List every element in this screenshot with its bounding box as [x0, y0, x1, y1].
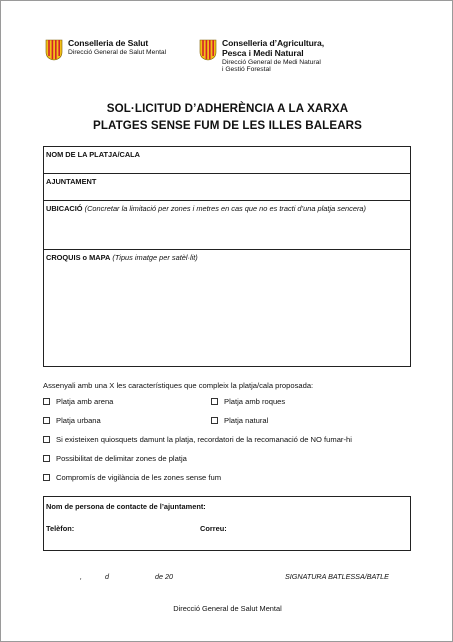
agricultura-logo-sub-1: Direcció General de Medi Natural — [222, 58, 321, 66]
agricultura-logo-name-2: Pesca i Medi Natural — [222, 47, 304, 58]
location-field[interactable] — [44, 201, 410, 250]
option-delimitar[interactable] — [43, 454, 187, 463]
beach-name-label: NOM DE LA PLATJA/CALA — [46, 150, 141, 159]
beach-name-field[interactable] — [44, 147, 410, 174]
option-urbana[interactable] — [43, 416, 101, 425]
agricultura-logo — [199, 39, 324, 74]
option-vigilancia-label: Compromís de vigilància de les zones sense fum — [56, 473, 222, 482]
checkbox[interactable] — [211, 398, 218, 405]
document-title-line1: SOL·LICITUD D’ADHERÈNCIA A LA XARXA — [106, 102, 349, 115]
option-roques[interactable] — [211, 397, 285, 406]
salut-logo-name: Conselleria de Salut — [68, 38, 149, 48]
balearic-shield-icon — [45, 39, 63, 61]
option-vigilancia[interactable] — [43, 473, 221, 482]
balearic-shield-icon — [199, 39, 217, 61]
agricultura-logo-sub-2: i Gestió Forestal — [222, 66, 271, 74]
option-urbana-label: Platja urbana — [56, 416, 101, 425]
checklist-intro: Assenyali amb una X les característiques que compleix la platja/cala proposada: — [43, 381, 314, 390]
beach-info-form — [43, 146, 411, 367]
date-d: d — [105, 572, 109, 581]
option-quiosquets[interactable] — [43, 435, 352, 444]
location-label: UBICACIÓ — [46, 204, 83, 213]
email-label: Correu: — [200, 524, 227, 533]
signature-label: SIGNATURA BATLESSA/BATLE — [285, 572, 389, 581]
salut-logo — [45, 39, 166, 61]
phone-label: Telèfon: — [46, 524, 75, 533]
footer: Direcció General de Salut Mental — [173, 604, 282, 613]
map-sketch-label: CROQUIS o MAPA — [46, 253, 111, 262]
town-hall-label: AJUNTAMENT — [46, 177, 97, 186]
checkbox[interactable] — [211, 417, 218, 424]
map-sketch-hint: (Tipus imatge per satèl·lit) — [112, 253, 198, 262]
option-natural-label: Platja natural — [224, 416, 269, 425]
agricultura-logo-name-1: Conselleria d’Agricultura, — [222, 38, 324, 48]
checkbox[interactable] — [43, 398, 50, 405]
location-hint: (Concretar la limitació per zones i metres en cas que no es tracti d’una platja sencera) — [84, 204, 366, 213]
option-arena-label: Platja amb arena — [56, 397, 114, 406]
option-roques-label: Platja amb roques — [224, 397, 286, 406]
document-title-line2: PLATGES SENSE FUM DE LES ILLES BALEARS — [93, 119, 362, 132]
option-quiosquets-label: Si existeixen quiosquets damunt la platja, recordatori de la recomanació de NO fumar-hi — [56, 435, 352, 444]
contact-person-label: Nom de persona de contacte de l’ajuntament: — [46, 502, 206, 511]
town-hall-field[interactable] — [44, 174, 410, 201]
map-sketch-field[interactable] — [44, 250, 410, 366]
checkbox[interactable] — [43, 455, 50, 462]
checkbox[interactable] — [43, 417, 50, 424]
option-natural[interactable] — [211, 416, 268, 425]
date-year: de 20 — [155, 572, 173, 581]
contact-box[interactable] — [43, 496, 411, 551]
salut-logo-sub: Direcció General de Salut Mental — [68, 48, 167, 56]
checkbox[interactable] — [43, 436, 50, 443]
option-delimitar-label: Possibilitat de delimitar zones de platja — [56, 454, 187, 463]
option-arena[interactable] — [43, 397, 113, 406]
date-comma: , — [80, 572, 82, 581]
checkbox[interactable] — [43, 474, 50, 481]
